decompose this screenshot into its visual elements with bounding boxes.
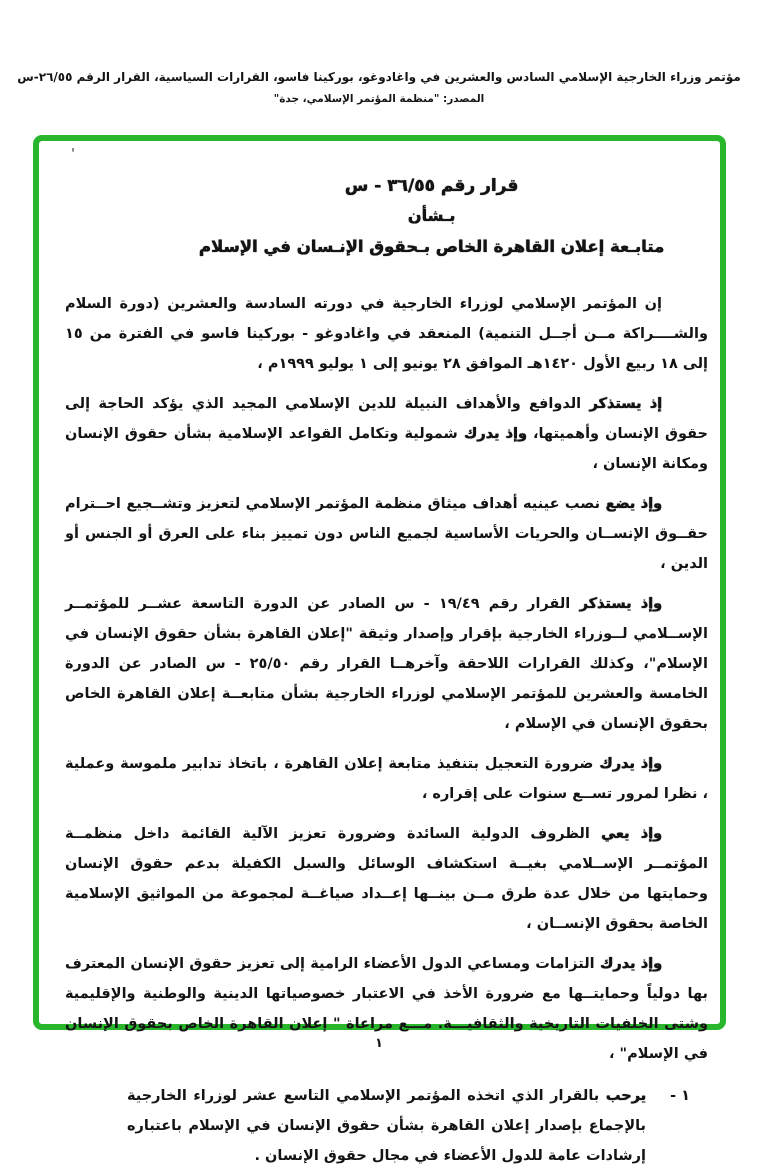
paragraph <box>65 289 708 379</box>
document-source-header <box>0 70 758 105</box>
paragraph <box>65 819 708 939</box>
paragraph-text: نصب عينيه أهداف ميثاق منظمة المؤتمر الإسلامي لتعزيز وتشــجيع احــترام حقــوق الإنســان والحريات الأساسية لجميع الناس دون تمييز بناء على العرق أو الجنس أو الدين ، <box>65 496 708 572</box>
paragraph <box>65 589 708 739</box>
paragraph-text: الظروف الدولية السائدة وضرورة تعزيز الآلية القائمة داخل منظمــة المؤتمــر الإســلامي بغيــة استكشاف الوسائل والسبل الكفيلة بدعم حقوق الإنسان وحمايتها من خلال عدة طرق مــن بينــها إعــداد صياغــة لمجموعة من المواثيق الإسلامية الخاصة بحقوق الإنســان ، <box>65 826 708 932</box>
scan-artifact-mark: ' <box>71 147 75 162</box>
paragraph-lead: وإذ يدرك <box>599 956 663 972</box>
source-title-line: مؤتمر وزراء الخارجية الإسلامي السادس والعشرين في واغادوغو، بوركينا فاسو، القرارات السياسية، القرار الرقم ٢٦/٥٥-س <box>17 70 741 84</box>
resolution-body <box>39 263 720 1171</box>
clause-lead: يرحب <box>605 1088 646 1104</box>
paragraph-text: الدوافع والأهداف النبيلة للدين الإسلامي المجيد الذي يؤكد الحاجة إلى حقوق الإنسان وأهميتها، <box>65 396 708 442</box>
paragraph-lead: وإذ يضع <box>605 496 662 512</box>
resolution-number-title: قرار رقم ٣٦/٥٥ - س <box>344 176 519 196</box>
source-credit-line: المصدر: "منظمة المؤتمر الإسلامي، جدة" <box>273 93 485 105</box>
clause-number: ١ - <box>670 1088 690 1104</box>
document-green-frame <box>33 135 726 1164</box>
paragraph-lead: إذ يستذكر <box>589 396 663 412</box>
paragraph-text: التزامات ومساعي الدول الأعضاء الرامية إلى تعزيز حقوق الإنسان المعترف بها دولياً وحمايتــها مع ضرورة الأخذ في الاعتبار خصوصياتها الدينية والوطنية والإقليمية وشتى الخلفيات التاريخية والثقافيـــة. مـــع مراعاة " إعلان القاهرة الخاص بحقوق الإنسان في الإسلام" ، <box>65 956 708 1062</box>
paragraph-text: القرار رقم ١٩/٤٩ - س الصادر عن الدورة التاسعة عشــر للمؤتمــر الإســلامي لــوزراء الخارجية بإقرار وإصدار وثيقة "إعلان القاهرة بشأن حقوق الإنسان في الإسلام"، وكذلك القرارات اللاحقة وآخرهــا القرار رقم ٢٥/٥٠ - س الصادر عن الدورة الخامسة والعشرين للمؤتمر الإسلامي لوزراء الخارجية بشأن متابعــة إعلان القاهرة الخاص بحقوق الإنسان في الإسلام ، <box>65 596 708 732</box>
numbered-clause-1 <box>65 1081 708 1171</box>
clause-text <box>65 1081 646 1171</box>
paragraph-lead: وإذ يعي <box>601 826 662 842</box>
resolution-subject-title: متابـعة إعلان القاهرة الخاص بـحقوق الإنـسان في الإسلام <box>198 237 665 256</box>
resolution-title-block <box>39 141 720 263</box>
paragraph-lead: وإذ يستذكر <box>579 596 662 612</box>
paragraph <box>65 749 708 809</box>
paragraph-text: ضرورة التعجيل بتنفيذ متابعة إعلان القاهرة ، باتخاذ تدابير ملموسة وعملية ، نظرا لمرور تســع سنوات على إقراره ، <box>65 756 708 802</box>
paragraph <box>65 389 708 479</box>
paragraph-text: شمولية وتكامل القواعد الإسلامية بشأن حقوق الإنسان ومكانة الإنسان ، <box>65 426 708 472</box>
paragraph <box>65 489 708 579</box>
clause-body: بالقرار الذي اتخذه المؤتمر الإسلامي التاسع عشر لوزراء الخارجية بالإجماع بإصدار إعلان القاهرة بشأن حقوق الإنسان في الإسلام باعتباره إرشادات عامة للدول الأعضاء في مجال حقوق الإنسان . <box>127 1088 646 1164</box>
paragraph-text: إن المؤتمر الإسلامي لوزراء الخارجية في دورته السادسة والعشرين (دورة السلام والشــــراكة مــن أجــل التنمية) المنعقد في واغادوغو - بوركينا فاسو في الفترة من ١٥ إلى ١٨ ربيع الأول ١٤٢٠هـ الموافق ٢٨ يونيو إلى ١ يوليو ١٩٩٩م ، <box>65 296 708 372</box>
paragraph-lead: وإذ يدرك <box>463 426 527 442</box>
resolution-regarding-word: بـشأن <box>407 206 456 225</box>
page-number: ١ <box>375 1036 383 1051</box>
paragraph-lead: وإذ يدرك <box>599 756 662 772</box>
paragraph <box>65 949 708 1069</box>
